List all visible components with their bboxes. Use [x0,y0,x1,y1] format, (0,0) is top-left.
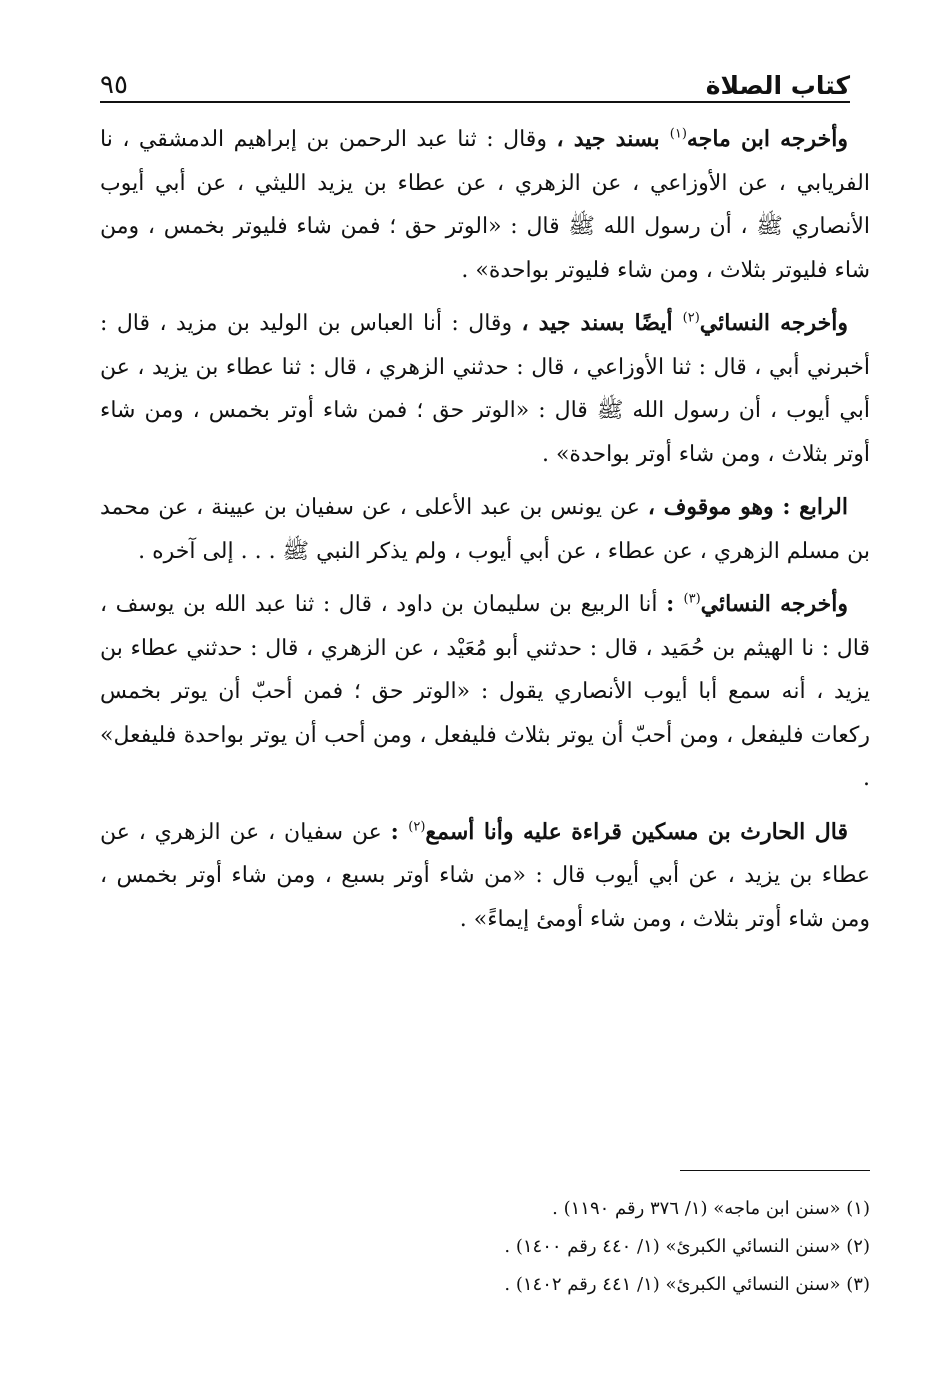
paragraph-harith [100,811,870,942]
paragraph-fourth-mawquf [100,486,870,573]
footnote-1: (١) «سنن ابن ماجه» (١/ ٣٧٦ رقم ١١٩٠) . [552,1198,870,1219]
paragraph-text: عن سفيان ، عن الزهري ، عن عطاء بن يزيد ، عن أبي أيوب قال : «من شاء أوتر بسبع ، ومن شاء أوتر بخمس ، ومن شاء أوتر بثلاث ، ومن شاء أومئ إيماءً» . [100,819,870,932]
paragraph-lead: قال الحارث بن مسكين قراءة عليه وأنا أسمع [425,818,848,845]
footnote-ref: (١) [669,126,687,142]
footnote-ref: (٢) [408,819,426,835]
paragraph-text: وقال : ثنا عبد الرحمن بن إبراهيم الدمشقي ، نا الفريابي ، عن الأوزاعي ، عن الزهري ، عن عطاء بن يزيد الليثي ، عن أبي أيوب الأنصاري ﷺ ، أن رسول الله ﷺ قال : «الوتر حق ؛ فمن شاء فليوتر بخمس ، ومن شاء فليوتر بثلاث ، ومن شاء فليوتر بواحدة» . [100,127,870,283]
header-divider [100,101,850,103]
paragraph-text: أنا الربيع بن سليمان بن داود ، قال : ثنا عبد الله بن يوسف ، قال : نا الهيثم بن حُمَيد ، قال : حدثني أبو مُعَيْد ، عن الزهري ، قال : حدثني عطاء بن يزيد ، أنه سمع أبا أيوب الأنصاري يقول : «الوتر حق ؛ فمن أحبّ أن يوتر بخمس ركعات فليفعل ، ومن أحبّ أن يوتر بثلاث فليفعل ، ومن أحب أن يوتر بواحدة فليفعل» . [100,592,870,791]
footnote-3: (٣) «سنن النسائي الكبرئ» (١/ ٤٤١ رقم ١٤٠٢) . [504,1274,870,1295]
paragraph-lead-2: أيضًا بسند جيد ، [521,310,683,336]
paragraph-lead: وأخرجه النسائي [700,591,848,617]
main-text [100,118,870,951]
footnote-divider [680,1170,870,1171]
footnote-ref: (٢) [682,310,700,326]
page-number: ٩٥ [100,70,128,100]
paragraph-lead: وأخرجه النسائي [699,310,848,336]
footnote-ref: (٣) [683,591,701,607]
paragraph-lead: وأخرجه ابن ماجه [686,126,848,152]
paragraph-lead-2: بسند جيد ، [556,126,670,152]
paragraph-nasai-1 [100,302,870,476]
paragraph-text: عن يونس بن عبد الأعلى ، عن سفيان بن عيينة ، عن محمد بن مسلم الزهري ، عن عطاء ، عن أبي أيوب ، ولم يذكر النبي ﷺ . . . إلى آخره . [100,495,870,564]
paragraph-nasai-2 [100,583,870,801]
book-title: كتاب الصلاة [705,71,850,100]
paragraph-text: وقال : أنا العباس بن الوليد بن مزيد ، قال : أخبرني أبي ، قال : ثنا الأوزاعي ، قال : حدثني الزهري ، قال : ثنا عطاء بن يزيد ، عن أبي أيوب ، أن رسول الله ﷺ قال : «الوتر حق ؛ فمن شاء أوتر بخمس ، ومن شاء أوتر بثلاث ، ومن شاء أوتر بواحدة» . [100,311,870,467]
paragraph-lead-2: : [390,818,409,845]
footnote-2: (٢) «سنن النسائي الكبرئ» (١/ ٤٤٠ رقم ١٤٠٠) . [504,1236,870,1257]
footnotes [100,1190,870,1304]
paragraph-lead: الرابع : وهو موقوف ، [647,494,848,520]
paragraph-ibn-majah [100,118,870,292]
running-header [100,50,850,100]
paragraph-lead-2: : [666,591,684,617]
